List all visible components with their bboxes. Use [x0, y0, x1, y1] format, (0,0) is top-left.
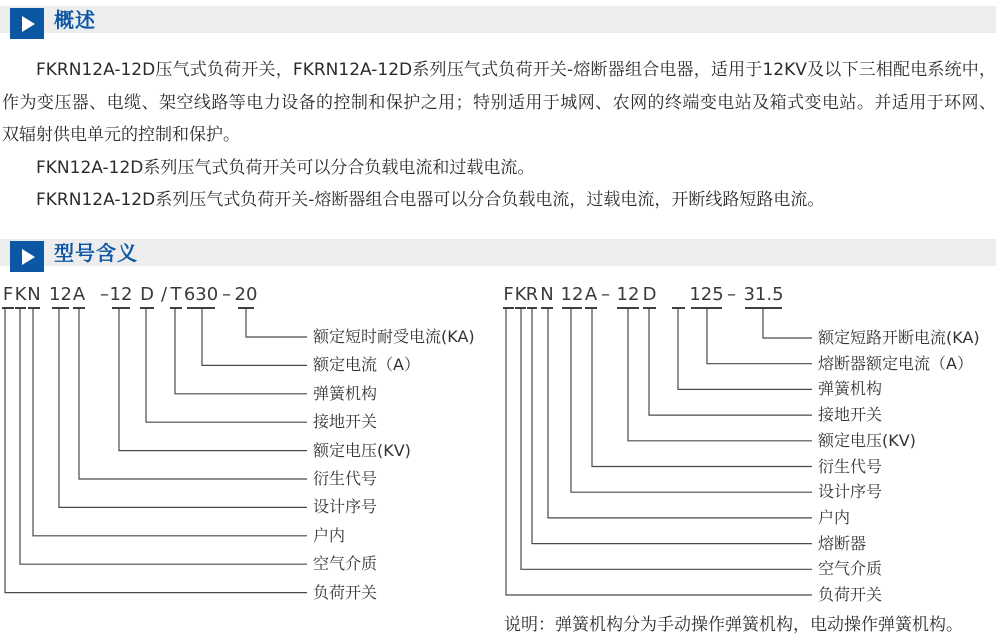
connector-line	[628, 309, 812, 441]
connector-line	[20, 309, 307, 564]
model-token: D	[642, 284, 657, 305]
model-token: A	[72, 284, 86, 305]
token-underline	[187, 307, 215, 309]
token-underline	[691, 307, 722, 309]
model-token: K	[514, 284, 527, 305]
model-token: 630	[183, 284, 219, 305]
token-underline	[562, 307, 582, 309]
connector-line	[571, 309, 812, 492]
model-token: 20	[234, 284, 258, 305]
model-token: –	[100, 284, 109, 305]
token-underline	[745, 307, 782, 309]
section-header-overview	[0, 6, 996, 33]
overview-line: 作为变压器、电缆、架空线路等电力设备的控制和保护之用；特别适用于城网、农网的终端变电站及箱式变电站。并适用于环网、	[2, 92, 996, 113]
connector-line	[548, 309, 812, 518]
model-label: 熔断器	[818, 533, 867, 553]
connector-line	[175, 309, 307, 394]
connector-line	[649, 309, 812, 415]
connector-line	[592, 309, 812, 467]
token-underline	[585, 307, 597, 309]
model-label: 熔断器额定电流（A）	[818, 353, 973, 373]
model-label: 额定电流（A）	[313, 355, 420, 375]
section-title-model-meaning: 型号含义	[54, 241, 138, 265]
connector-line	[246, 309, 307, 337]
model-token: /	[161, 284, 168, 305]
connector-line	[119, 309, 307, 451]
model-token: 12	[109, 284, 133, 305]
model-token: K	[14, 284, 27, 305]
connector-line	[506, 309, 812, 595]
overview-line: FKRN12A-12D压气式负荷开关，FKRN12A-12D系列压气式负荷开关-熔断器组合电器，适用于12KV及以下三相配电系统中，	[36, 60, 996, 80]
model-label: 户内	[313, 525, 346, 545]
connector-line	[59, 309, 307, 507]
model-label: 设计序号	[818, 482, 883, 502]
token-underline	[515, 307, 526, 309]
model-meaning-diagrams	[0, 280, 1000, 640]
model-token: 12	[49, 284, 72, 305]
model-label: 设计序号	[313, 497, 378, 517]
token-underline	[140, 307, 154, 309]
token-underline	[15, 307, 26, 309]
arrow-right-icon	[22, 249, 35, 265]
arrow-right-icon	[22, 16, 35, 32]
connector-line	[763, 309, 812, 338]
token-underline	[170, 307, 182, 309]
section-title-overview: 概述	[54, 8, 96, 32]
model-token: F	[503, 284, 514, 305]
model-token: 125	[689, 284, 724, 305]
model-label: 额定短时耐受电流(KA)	[313, 327, 475, 346]
token-underline	[503, 307, 514, 309]
token-underline	[238, 307, 254, 309]
overview-paragraphs	[2, 54, 996, 217]
section-header-model-meaning	[0, 239, 996, 266]
connector-line	[707, 309, 812, 364]
model-token: 12	[560, 284, 584, 305]
model-token: D	[140, 284, 154, 305]
token-underline	[73, 307, 85, 309]
model-token: 12	[616, 284, 640, 305]
model-label: 衍生代号	[313, 469, 378, 488]
token-underline	[617, 307, 639, 309]
model-label: 衍生代号	[818, 456, 883, 476]
token-underline	[52, 307, 69, 309]
model-token: –	[727, 284, 736, 305]
model-token: –	[222, 284, 231, 305]
section-bar-background	[0, 239, 996, 266]
section-bar-background	[0, 6, 996, 33]
model-label: 弹簧机构	[313, 383, 378, 403]
model-label: 接地开关	[313, 412, 378, 432]
model-token: N	[540, 284, 554, 305]
model-token: 31.5	[743, 284, 784, 305]
model-label: 接地开关	[818, 405, 883, 425]
token-underline	[527, 307, 537, 309]
overview-line: 双辐射供电单元的控制和保护。	[2, 125, 240, 145]
connector-line	[532, 309, 812, 544]
connector-line	[521, 309, 812, 569]
model-label: 弹簧机构	[818, 379, 883, 399]
token-underline	[28, 307, 40, 309]
token-underline	[541, 307, 553, 309]
model-token: N	[27, 284, 41, 305]
model-label: 负荷开关	[818, 585, 883, 604]
token-underline	[112, 307, 130, 309]
model-token: A	[584, 284, 598, 305]
model-label: 负荷开关	[313, 582, 378, 602]
model-label: 空气介质	[818, 559, 883, 579]
overview-line: FKN12A-12D系列压气式负荷开关可以分合负载电流和过载电流。	[36, 157, 535, 178]
token-underline	[672, 307, 685, 309]
token-underline	[2, 307, 14, 309]
model-label: 额定短路开断电流(KA)	[818, 328, 980, 347]
connector-line	[678, 309, 812, 389]
section-marker-box	[10, 241, 44, 272]
overview-line: FKRN12A-12D系列压气式负荷开关-熔断器组合电器可以分合负载电流，过载电流，开断线路短路电流。	[36, 190, 825, 210]
model-token: F	[2, 284, 14, 305]
model-label: 户内	[818, 507, 851, 527]
model-label: 空气介质	[313, 554, 378, 574]
model-token: –	[601, 284, 610, 305]
section-marker-box	[10, 8, 44, 39]
model-note: 说明：弹簧机构分为手动操作弹簧机构，电动操作弹簧机构。	[504, 615, 963, 635]
token-underline	[643, 307, 656, 309]
model-token: R	[525, 284, 539, 305]
model-token: T	[170, 284, 182, 305]
model-label: 额定电压(KV)	[313, 440, 411, 460]
model-label: 额定电压(KV)	[818, 430, 916, 450]
